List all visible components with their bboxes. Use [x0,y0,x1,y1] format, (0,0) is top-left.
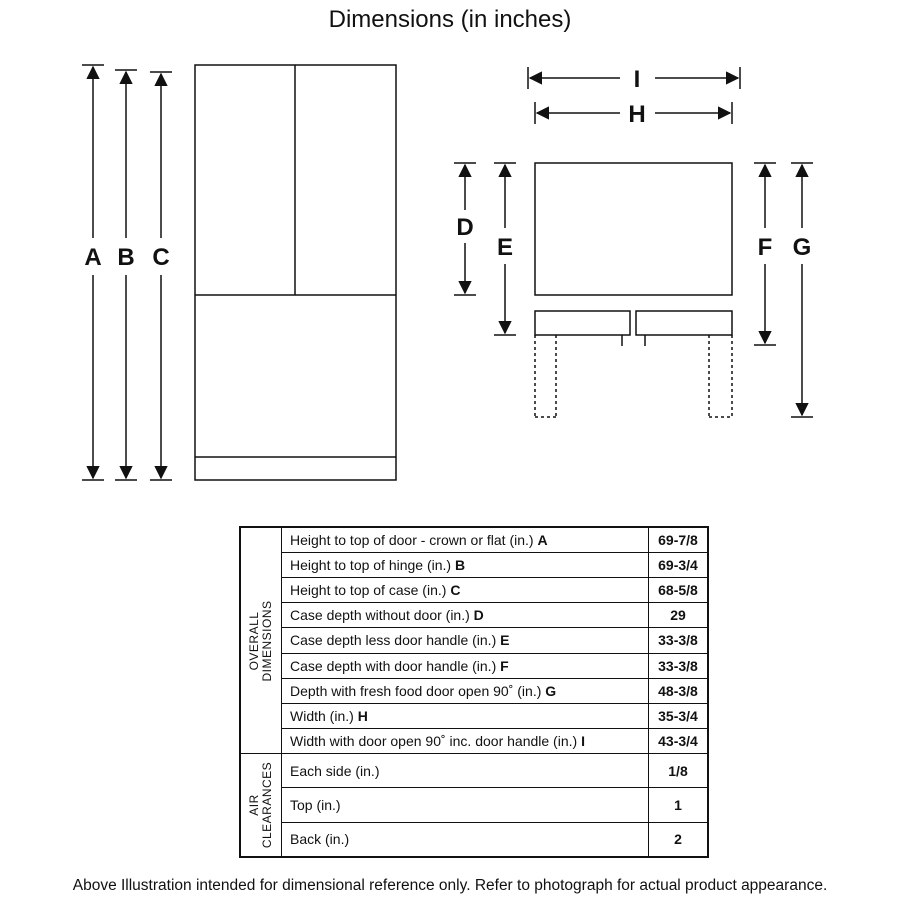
clearance-value: 1 [649,788,709,822]
dimension-value: 69-7/8 [649,527,709,553]
table-row [240,628,708,653]
group-label-line: OVERALL [247,611,261,670]
dimension-key: C [450,582,461,599]
dimension-description [282,578,649,603]
dimension-value: 48-3/8 [649,678,709,703]
case-outline [535,163,732,295]
overall-dimensions-group-label [240,527,282,754]
dimension-key: E [500,632,510,649]
front-view-refrigerator [195,65,396,480]
description-text: Height to top of hinge (in.) [290,557,452,574]
table-row [240,653,708,678]
description-text: Width (in.) [290,707,354,724]
dimension-description [282,653,649,678]
left-door-top [535,311,630,335]
dimension-value: 68-5/8 [649,578,709,603]
air-clearances-group-label [240,754,282,858]
dimension-c-arrow [150,72,172,480]
dimension-value: 43-3/4 [649,728,709,753]
dimension-key: F [500,657,509,674]
table-row [240,822,708,857]
description-text: Height to top of door - crown or flat (in.) [290,532,534,549]
open-door-dashed [535,335,732,417]
right-door-top [636,311,732,335]
description-text: Depth with fresh food door open 90˚ (in.) [290,682,542,699]
dimension-description [282,703,649,728]
footnote: Above Illustration intended for dimensional reference only. Refer to photograph for actual product appearance. [72,877,828,894]
dimension-key: A [537,532,548,549]
dimension-description [282,553,649,578]
dimension-c-label: C [152,244,170,271]
table-row [240,754,708,788]
table-row [240,603,708,628]
group-label-line: DIMENSIONS [260,599,274,682]
dimension-description [282,527,649,553]
dimension-value: 29 [649,603,709,628]
dimension-b-label: B [117,244,135,271]
table-row [240,553,708,578]
dimension-a-label: A [84,244,102,271]
clearance-value: 2 [649,822,709,857]
description-text: Case depth with door handle (in.) [290,657,497,674]
dimension-value: 33-3/8 [649,653,709,678]
dimension-f-label: F [757,234,773,261]
description-text: Width with door open 90˚ inc. door handle (in.) [290,732,578,749]
clearance-value: 1/8 [649,754,709,788]
table-row [240,788,708,822]
dimension-description [282,603,649,628]
dimension-e-label: E [496,234,514,261]
dimension-description [282,728,649,753]
dimension-key: B [455,557,466,574]
dimension-g-arrow [791,163,813,417]
description-text: Case depth without door (in.) [290,607,470,624]
dimension-g-label: G [792,234,812,261]
group-label-line: AIR [247,794,261,816]
dimension-key: I [581,732,585,749]
clearance-description: Top (in.) [282,788,649,822]
table-row [240,703,708,728]
dimension-key: D [473,607,484,624]
top-view-refrigerator [535,163,732,417]
dimension-value: 69-3/4 [649,553,709,578]
diagram-title: Dimensions (in inches) [328,6,572,33]
table-row [240,578,708,603]
clearance-description: Back (in.) [282,822,649,857]
dimension-value: 35-3/4 [649,703,709,728]
dimension-description [282,678,649,703]
table-row [240,728,708,753]
group-label-line: CLEARANCES [260,761,274,849]
dimension-d-label: D [456,214,474,241]
table-row [240,527,708,553]
clearance-description: Each side (in.) [282,754,649,788]
dimension-h-label: H [628,101,646,128]
dimension-i-label: I [633,66,641,93]
dimension-value: 33-3/8 [649,628,709,653]
description-text: Height to top of case (in.) [290,582,447,599]
dimension-table [239,526,709,858]
description-text: Case depth less door handle (in.) [290,632,497,649]
dimension-b-arrow [115,70,137,480]
table-row [240,678,708,703]
dimension-a-arrow [82,65,104,480]
dimension-key: G [545,682,557,699]
dimension-description [282,628,649,653]
dimension-key: H [357,707,368,724]
